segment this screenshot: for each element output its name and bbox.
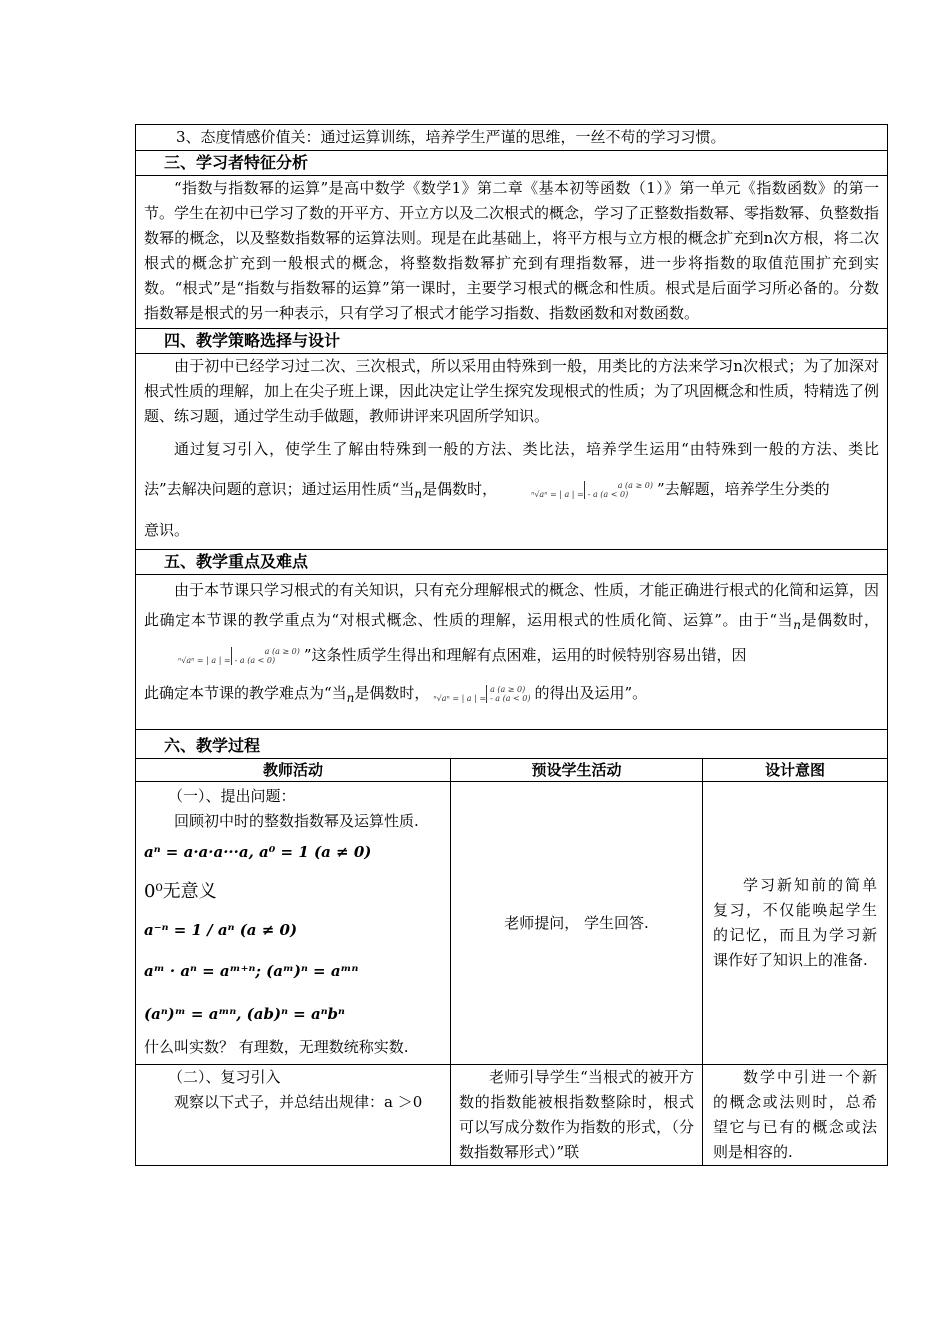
formula-zero-power: 0⁰无意义: [144, 881, 217, 902]
text-span: 的得出及运用”。: [534, 684, 648, 702]
section-4-paragraph-2-end: 意识。: [144, 521, 190, 539]
real-number-question: 什么叫实数？ 有理数，无理数统称实数.: [144, 1038, 409, 1056]
row-1-intent: [703, 782, 888, 1065]
text-span: 是偶数时，: [422, 480, 498, 498]
n-variable: n: [793, 618, 801, 632]
row-2-student-activity: 老师引导学生“当根式的被开方数的指数能被根指数整除时，根式可以写成分数作为指数的形式，（分数指数幂形式）”联: [459, 1068, 694, 1161]
text-span: 回顾初中时的整数指数幂及运算性质.: [174, 812, 419, 830]
text-span: 由于本节课只学习根式的有关知识，只有充分理解根式的概念、性质，才能正确进行根式的化简和运算，因此确定本节课的教学重点为“对根式概念、性质的理解，运用根式的性质化简、运算”。由于“当: [144, 581, 880, 629]
formula-lhs: ⁿ√aⁿ = | a | =: [531, 490, 584, 499]
section-5-title: 五、教学重点及难点: [136, 550, 888, 575]
formula-lhs: ⁿ√aⁿ = | a | =: [433, 694, 487, 703]
section-3-title: 三、学习者特征分析: [136, 151, 888, 176]
section-3-paragraph: “指数与指数幂的运算”是高中数学《数学1》第二章《基本初等函数（1）》第一单元《指数函数》的第一节。学生在初中已学习了数的开平方、开立方以及二次根式的概念，学习了正整数指数幂、零指数幂、负整数指数幂的概念，以及整数指数幂的运算法则。现是在此基础上，将平方根与立方根的概念扩充到n次方根，将二次根式的概念扩充到一般根式的概念，将整数指数幂扩充到有理指数幂，进一步将指数的取值范围扩充到实数。“根式”是“指数与指数幂的运算”第一课时，主要学习根式的概念和性质。根式是后面学习所必备的。分数指数幂是根式的另一种表示，只有学习了根式才能学习指数、指数函数和对数函数。: [144, 179, 880, 322]
formula-case: - a (a < 0): [490, 694, 531, 703]
text-span: 是偶数时，: [354, 684, 430, 702]
text-span: 此确定本节课的教学难点为“当: [144, 684, 347, 702]
formula-power-of-power: (aⁿ)ᵐ = aᵐⁿ, (ab)ⁿ = aⁿbⁿ: [144, 1005, 345, 1023]
root-property-formula: [433, 685, 530, 703]
row-2-observe: 观察以下式子，并总结出规律：a ＞0: [174, 1093, 423, 1111]
root-property-formula: [501, 481, 653, 499]
formula-cases: [486, 685, 530, 703]
row-1-review-text: [144, 809, 442, 834]
row-2-intent: 数学中引进一个新的概念或法则时，总希望它与已有的概念或法则是相容的.: [713, 1068, 878, 1161]
formula-lhs: ⁿ√aⁿ = | a | =: [178, 656, 231, 665]
n-variable: n: [414, 487, 423, 501]
text-span: ”这条性质学生得出和理解有点困难，运用的时候特别容易出错，因: [303, 646, 747, 664]
formula-case: - a (a < 0): [234, 656, 276, 665]
process-row-1: [136, 782, 888, 1065]
formula-case: a (a ≥ 0): [490, 685, 526, 694]
lesson-plan-table: [135, 124, 888, 1166]
formula-power-definition: aⁿ = a·a·a···a, a⁰ = 1 (a ≠ 0): [144, 843, 372, 861]
formula-cases: [231, 647, 300, 665]
column-header-teacher: 教师活动: [136, 759, 451, 782]
formula-case: - a (a < 0): [587, 490, 629, 499]
row-1-heading: （一）、提出问题：: [168, 787, 296, 805]
text-span: ”去解题，培养学生分类的: [656, 480, 830, 498]
column-header-intent: 设计意图: [703, 759, 888, 782]
root-property-formula: [148, 647, 300, 665]
formula-cases: [584, 481, 653, 499]
formula-power-product: aᵐ · aⁿ = aᵐ⁺ⁿ; (aᵐ)ⁿ = aᵐⁿ: [144, 962, 359, 980]
section-5-paragraph-2: [144, 678, 879, 713]
section-6-title: 六、教学过程: [136, 730, 888, 759]
formula-case: a (a ≥ 0): [617, 481, 653, 490]
section-5-paragraph-1: [144, 575, 879, 670]
formula-negative-power: a⁻ⁿ = 1 / aⁿ (a ≠ 0): [144, 921, 298, 939]
row-2-heading: （二）、复习引入: [168, 1068, 281, 1086]
text-span: 通过复习引入，使学生了解由特殊到一般的方法、类比法，培养学生运用“由特殊到一般的方法、类比法”去解决问题的意识；通过运用性质“当: [144, 440, 880, 498]
section-4-title: 四、教学策略选择与设计: [136, 329, 888, 354]
process-row-2: [136, 1065, 888, 1166]
formula-case: a (a ≥ 0): [264, 647, 300, 656]
section-4-paragraph-1: 由于初中已经学习过二次、三次根式，所以采用由特殊到一般，用类比的方法来学习n次根式；为了加深对根式性质的理解，加上在尖子班上课，因此决定让学生探究发现根式的性质；为了巩固概念和性质，特精选了例题、练习题，通过学生动手做题，教师讲评来巩固所学知识。: [144, 357, 880, 425]
attitude-goal: 3、态度情感价值关：通过运算训练，培养学生严谨的思维，一丝不苟的学习习惯。: [136, 125, 888, 151]
row-1-intent-text: 学习新知前的简单复习，不仅能唤起学生的记忆，而且为学习新课作好了知识上的准备.: [713, 876, 878, 969]
row-1-student-activity: 老师提问， 学生回答.: [451, 782, 703, 1065]
document: [135, 124, 887, 1166]
text-span: 是偶数时，: [800, 611, 880, 629]
n-variable: n: [346, 691, 355, 705]
column-header-student: 预设学生活动: [451, 759, 703, 782]
section-4-paragraph-2: [144, 429, 879, 514]
